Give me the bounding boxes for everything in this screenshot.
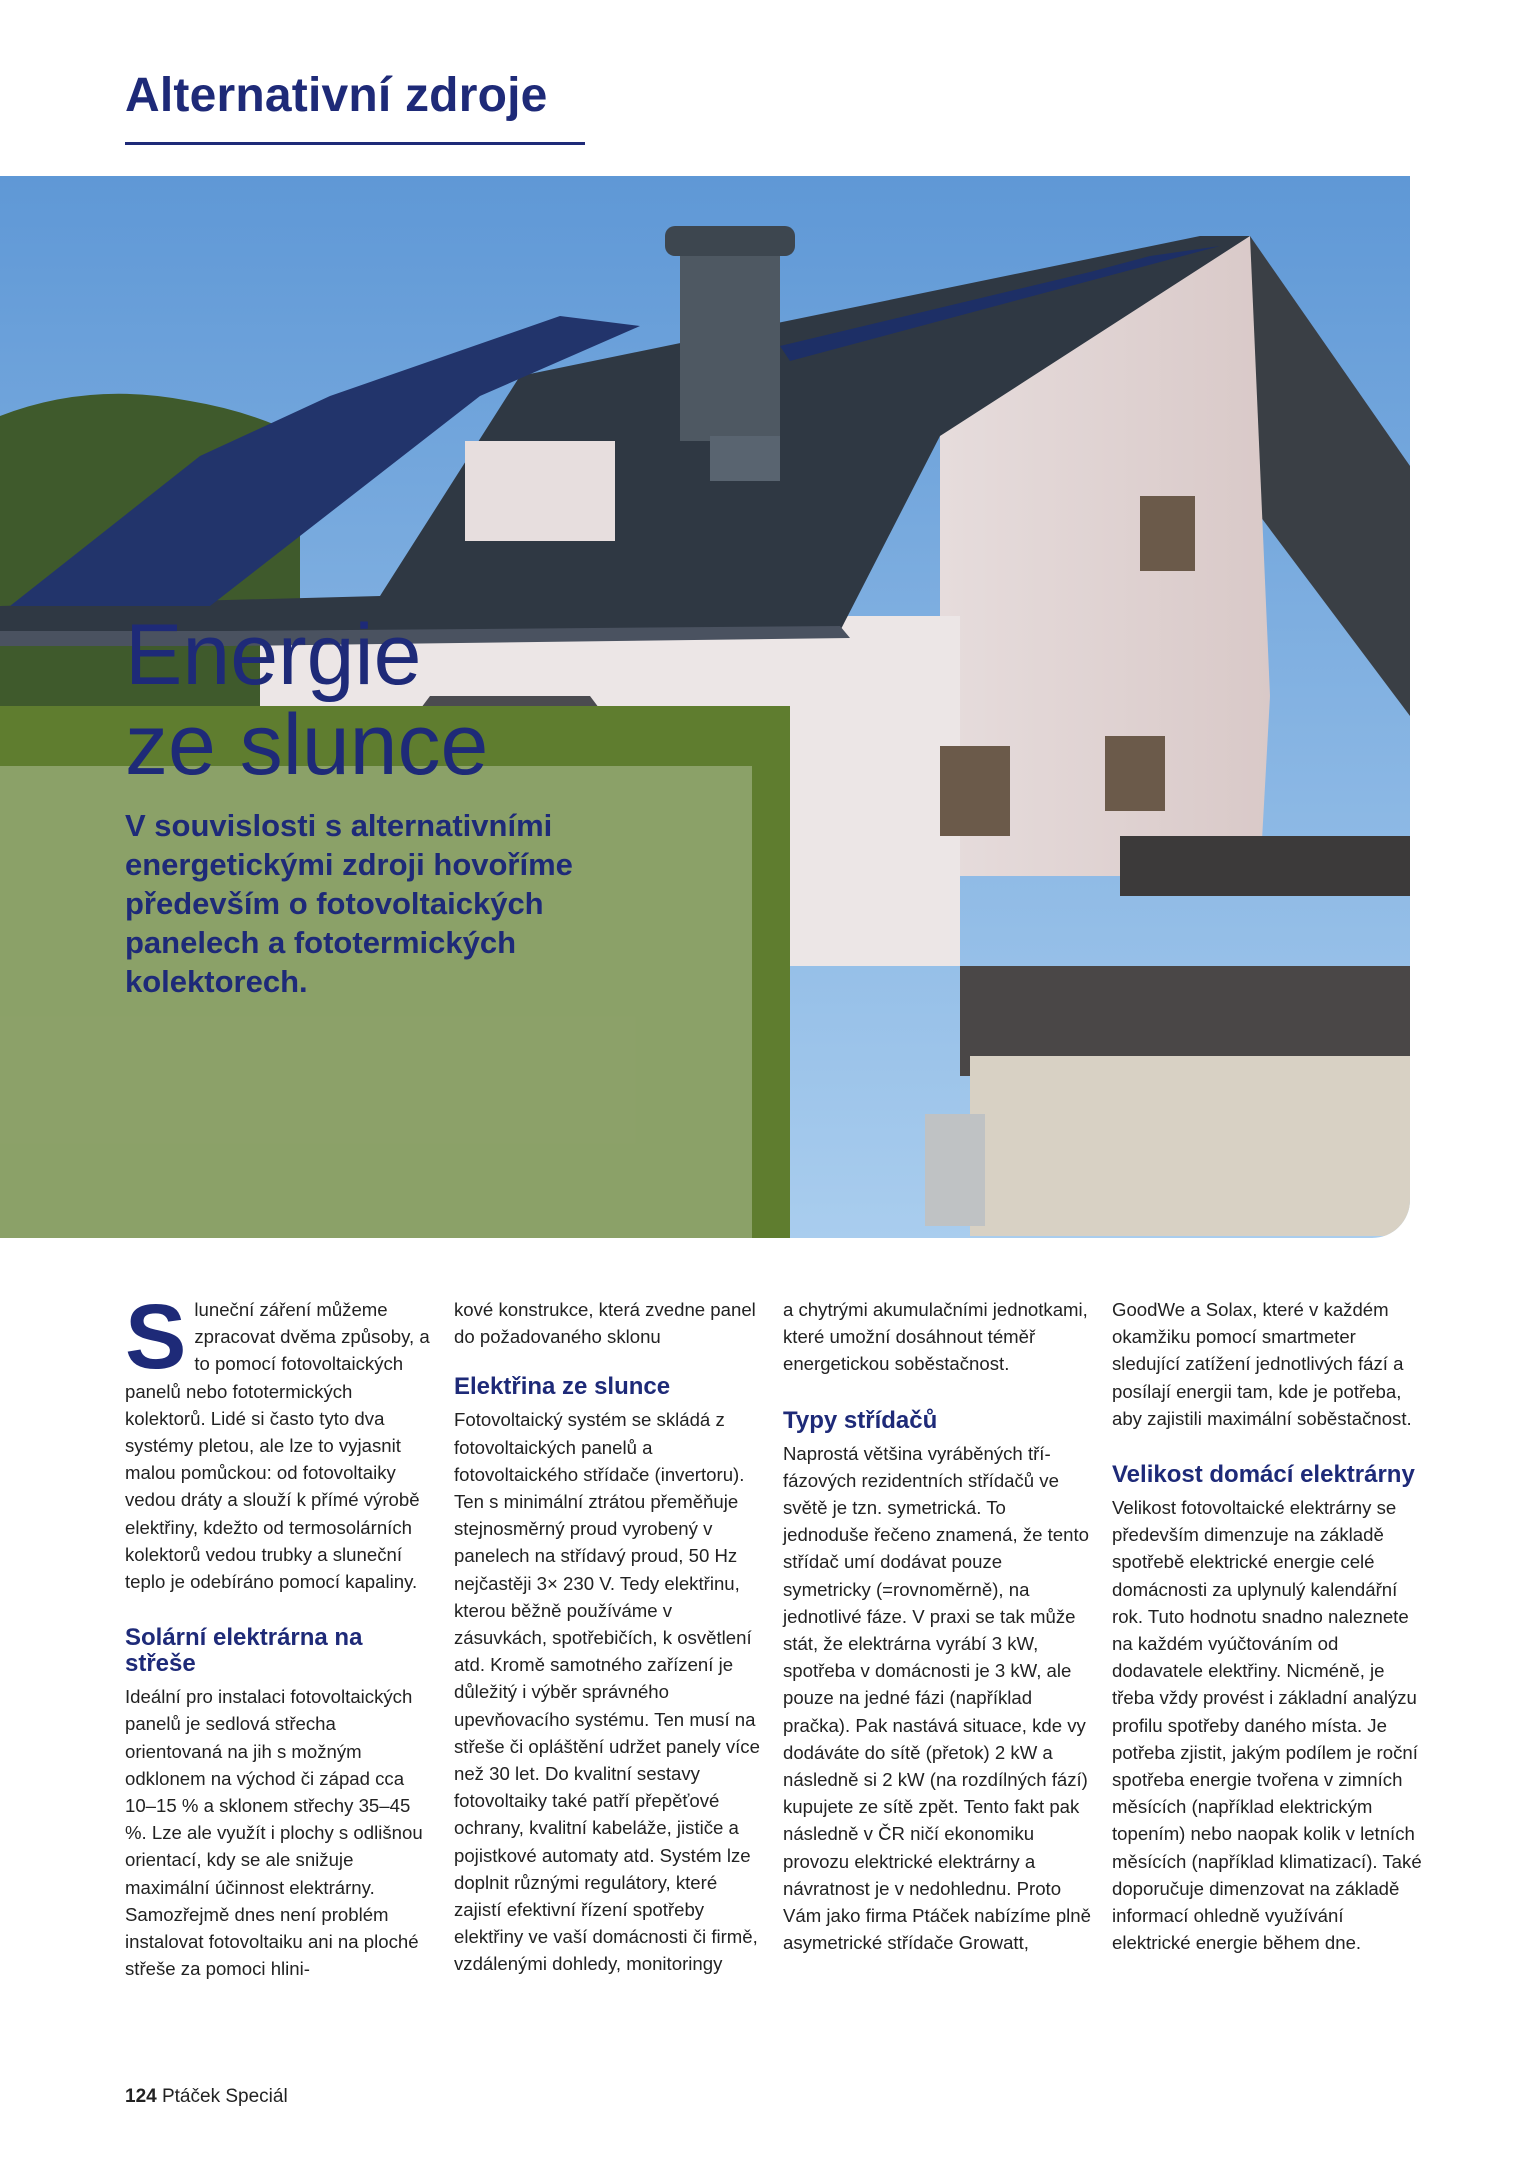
column-3 (783, 1296, 1095, 1956)
intro-paragraph (125, 1286, 437, 1595)
section-header: Alternativní zdroje (125, 69, 548, 122)
heading-electricity: Elektřina ze slunce (454, 1373, 671, 1401)
hero-lead: V souvislosti s alternativními energetickými zdroji hovoříme především o fotovoltaických panelech a fototermických kolektorech. (125, 808, 573, 999)
column-3-continuation: a chytrými akumulačními jednotkami, které umožní dosáhnout téměř energetickou soběstačnost. (783, 1299, 1088, 1375)
heading-inverter-types: Typy střídačů (783, 1406, 938, 1434)
column-4 (1112, 1296, 1424, 1956)
dropcap: S (125, 1286, 187, 1388)
solar-plant-text: Ideální pro instalaci fotovoltaických panelů je sedlová střecha orientovaná na jih s možným odklonem na východ či západ cca 10–15 % a sklonem střechy 35–45 %. Lze ale využít i plochy s odlišnou orientací, kdy se ale snižuje maximální účinnost elektrárny. Samozřejmě dnes není problém instalovat fotovoltaiku ani na ploché střeše za pomoci hlini- (125, 1686, 423, 1980)
dormer (465, 441, 615, 541)
heading-plant-size: Velikost domácí elektrárny (1112, 1461, 1415, 1489)
balcony-railing (1120, 836, 1410, 896)
hero-title: Energie ze slunce (125, 607, 489, 793)
electric-box (925, 1114, 985, 1226)
column-2 (454, 1296, 766, 1978)
window-1 (940, 746, 1010, 836)
section-header-rule (125, 142, 585, 145)
inverter-types-text: Naprostá většina vyráběných tří-fázových rezidentních střídačů ve světě je tzn. symetrická. To jednoduše řečeno znamená, že tento střídač umí dodávat pouze symetricky (=rovnoměrně), na jednotlivé fáze. V praxi se tak může stát, že elektrárna vyrábí 3 kW, spotřeba v domácnosti je 3 kW, ale pouze na jedné fázi (například pračka). Pak nastává situace, kde vy dodáváte do sítě (přetok) 2 kW a následně si 2 kW (na rozdílných fází) kupujete ze sítě zpět. Tento fakt pak následně v ČR ničí ekonomiku provozu elektrické elektrárny a návratnost je v nedohlednu. Proto Vám jako firma Ptáček nabízíme plně asymetrické střídače Growatt, (783, 1442, 1091, 1954)
stone-wall (970, 1056, 1410, 1236)
column-4-continuation: GoodWe a Solax, které v každém okamžiku pomocí smartmeter sledující zatížení jednotlivých fází a posílají energii tam, kde je potřeba, aby zajistili maximální soběstačnost. (1112, 1299, 1412, 1429)
intro-text: luneční záření můžeme zpracovat dvěma způsoby, a to pomocí fotovoltaických panelů nebo fototermických kolektorů. Lidé si často tyto dva systémy pletou, ale lze to vyjasnit malou pomůckou: od fotovoltaiky vedou dráty a slouží k přímé výrobě elektřiny, kdežto od termosolárních kolektorů vedou trubky a sluneční teplo je odebíráno pomocí kapaliny. (125, 1299, 430, 1593)
chimney-cap (665, 226, 795, 256)
page-number: 124 (125, 2086, 157, 2107)
publication-name: Ptáček Speciál (161, 2086, 288, 2107)
electricity-text: Fotovoltaický systém se skládá z fotovoltaických panelů a fotovoltaického střídače (invertoru). Ten s minimální ztrátou přeměňuje stejnosměrný proud vyrobený v panelech na střídavý proud, 50 Hz nejčastěji 3× 230 V. Tedy elektřinu, kterou běžně používáme v zásuvkách, spotřebičích, k osvětlení atd. Kromě samotného zařízení je důležitý i výběr správného upevňovacího systému. Ten musí na střeše či opláštění udržet panely více než 30 let. Do kvalitní sestavy fotovoltaiky také patří přepěťové ochrany, kvalitní kabeláže, jističe a pojistkové automaty atd. Systém lze doplnit různými regulátory, které zajistí efektivní řízení spotřeby elektřiny ve vaší domácnosti či firmě, vzdálenými dohledy, monitoringy (454, 1409, 760, 1975)
heading-solar-plant: Solární elektrárna na střeše (125, 1624, 363, 1678)
column-2-continuation: kové konstrukce, která zvedne panel do požadovaného sklonu (454, 1299, 756, 1348)
chimney (680, 251, 780, 441)
window-2 (1140, 496, 1195, 571)
window-3 (1105, 736, 1165, 811)
plant-size-text: Velikost fotovoltaické elektrárny se především dimenzuje na základě spotřebě elektrické energie celé domácnosti za uplynulý kalendářní rok. Tuto hodnotu snadno naleznete na každém vyúčtováním od dodavatele elektřiny. Nicméně, je třeba vždy provést i základní analýzu profilu spotřeby daného místa. Je potřeba zjistit, jakým podílem je roční spotřeba energie tvořena v zimních měsících (například elektrickým topením) nebo naopak kolik v letních měsících (například klimatizací). Také doporučuje dimenzovat na základě informací ohledně využívání elektrické energie během dne. (1112, 1497, 1422, 1954)
page-footer (125, 2086, 288, 2108)
column-1 (125, 1286, 437, 1982)
skylight (710, 436, 780, 481)
